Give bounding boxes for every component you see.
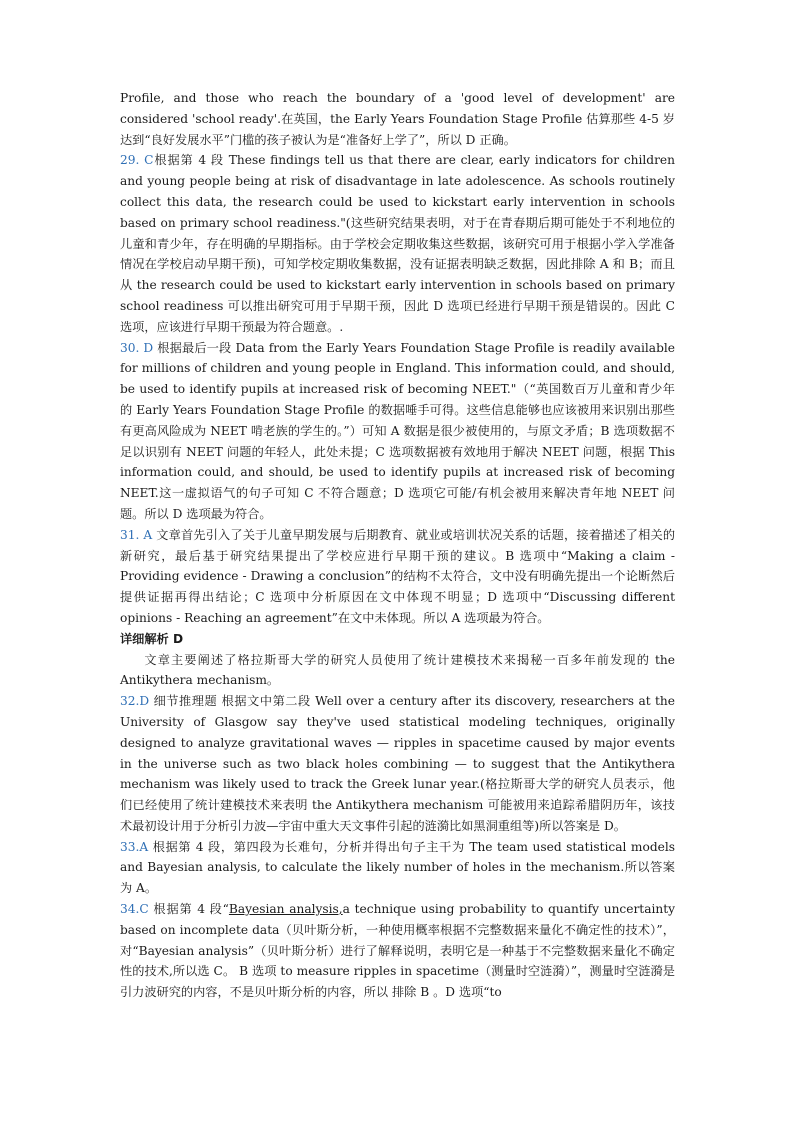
answer-34-underlined-term: Bayesian analysis, — [228, 902, 343, 917]
answer-34-text: a technique using probability to quantify uncertainty based on incomplete data（贝叶斯分析，一种使用概率根据不完整数据来量化不确定性的技术）”，对“Bayesian analysis”（贝叶斯分析）进行了解释说明，表明它是一种基于不完整数据来量化不确定性的技术,所以选 C。 B 选项 to measure ripples in spacetime（测量时空涟漪）”，测量时空涟漪是引力波研究的内容，不是贝叶斯分析的内容，所以 排除 B 。D 选项“to — [120, 902, 675, 1000]
answer-34-lead: 根据第 4 段“ — [148, 902, 229, 917]
answer-30-number: 30. D — [120, 340, 154, 355]
answer-32 — [120, 691, 675, 837]
section-heading-d: 详细解析 D — [120, 631, 184, 646]
paragraph-profile: Profile, and those who reach the boundary of a 'good level of development' are considered 'school ready'.在英国，the Early Years Foundation Stage Profile 估算那些 4-5 岁达到“良好发展水平”门槛的孩子被认为是“准备好上学了”，所以 D 正确。 — [120, 91, 675, 147]
answer-32-text: 细节推理题 根据文中第二段 Well over a century after its discovery, researchers at the University of Glasgow say they've used statistical modeling techniques, originally designed to analyze gravitational waves — ripples in spacetime caused by major events in the universe such as two black holes combining — to suggest that the Antikythera mechanism was likely used to track the Greek lunar year.(格拉斯哥大学的研究人员表示，他们已经使用了统计建模技术来表明 the Antikythera mechanism 可能被用来追踪希腊阴历年，该技术最初设计用于分析引力波—宇宙中重大天文事件引起的涟漪比如黑洞重组等)所以答案是 D。 — [120, 694, 675, 833]
answer-30 — [120, 338, 675, 525]
document-page — [120, 88, 675, 1003]
answer-33 — [120, 837, 675, 899]
answer-32-number: 32.D — [120, 694, 150, 709]
answer-29-text: 根据第 4 段 These findings tell us that there are clear, early indicators for children and young people being at risk of disadvantage in late adolescence. As schools routinely collect this data, the research could be used to kickstart early intervention in schools based on primary school readiness."(这些研究结果表明，对于在青春期后期可能处于不利地位的儿童和青少年，存在明确的早期指标。由于学校会定期收集这些数据，该研究可用于根据小学入学准备情况在学校启动早期干预)，可知学校定期收集数据，没有证据表明缺乏数据，因此排除 A 和 B；而且从 the research could be used to kickstart early intervention in schools based on primary school readiness 可以推出研究可用于早期干预，因此 D 选项已经进行早期干预是错误的。因此 C 选项，应该进行早期干预最为符合题意。. — [120, 153, 675, 334]
answer-29-number: 29. C — [120, 153, 154, 168]
answer-29 — [120, 150, 675, 337]
answer-31-number: 31. A — [120, 527, 153, 542]
answer-34-number: 34.C — [120, 902, 149, 917]
answer-33-number: 33.A — [120, 839, 149, 854]
intro-d: 文章主要阐述了格拉斯哥大学的研究人员使用了统计建模技术来揭秘一百多年前发现的 the Antikythera mechanism。 — [120, 652, 675, 688]
answer-30-text: 根据最后一段 Data from the Early Years Foundation Stage Profile is readily available for millions of children and young people in England. This information could, and should, be used to identify pupils at increased risk of becoming NEET."（“英国数百万儿童和青少年的 Early Years Foundation Stage Profile 的数据唾手可得。这些信息能够也应该被用来识别出那些有更高风险成为 NEET 啃老族的学生的。”）可知 A 数据是很少被使用的，与原文矛盾；B 选项数据不足以识别有 NEET 问题的年轻人，此处未提；C 选项数据被有效地用于解决 NEET 问题，根据 This information could, and should, be used to identify pupils at increased risk of becoming NEET.这一虚拟语气的句子可知 C 不符合题意；D 选项它可能/有机会被用来解决青年地 NEET 问题。所以 D 选项最为符合。 — [120, 340, 675, 521]
answer-33-text: 根据第 4 段，第四段为长难句，分析并得出句子主干为 The team used statistical models and Bayesian analysis, to calculate the likely number of holes in the mechanism.所以答案为 A。 — [120, 839, 675, 896]
answer-34 — [120, 899, 675, 1003]
answer-31-text: 文章首先引入了关于儿童早期发展与后期教育、就业或培训状况关系的话题，接着描述了相关的新研究，最后基于研究结果提出了学校应进行早期干预的建议。B 选项中“Making a claim - Providing evidence - Drawing a conclusion”的结构不太符合，文中没有明确先提出一个论断然后提供证据再得出结论；C 选项中分析原因在文中体现不明显；D 选项中“Discussing different opinions - Reaching an agreement”在文中未体现。所以 A 选项最为符合。 — [120, 527, 676, 625]
answer-31 — [120, 525, 675, 629]
